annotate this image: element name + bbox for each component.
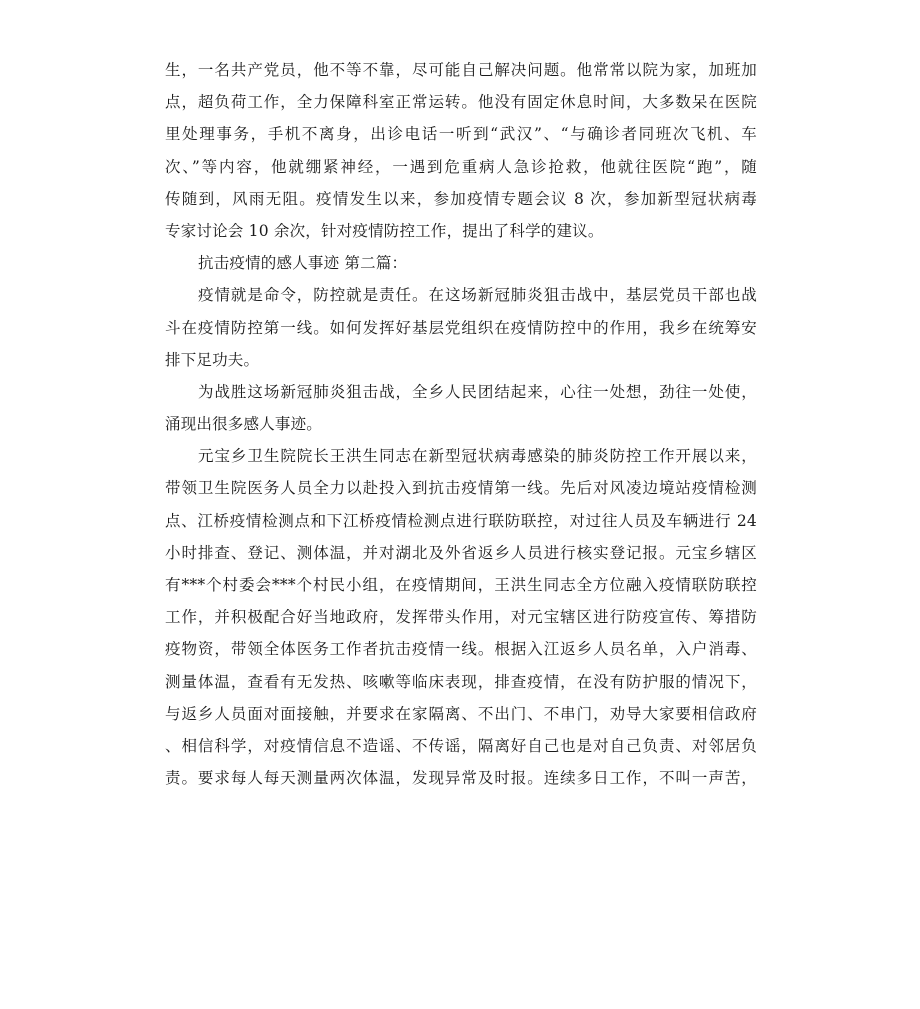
text-line: 专家讨论会 10 余次，针对疫情防控工作，提出了科学的建议。 <box>165 221 604 240</box>
text-line: 测量体温，查看有无发热、咳嗽等临床表现，排查疫情，在没有防护服的情况下， <box>165 672 757 691</box>
text-line: 带领卫生院医务人员全力以赴投入到抗击疫情第一线。先后对风凌边境站疫情检测 <box>165 479 757 498</box>
text-line: 传随到，风雨无阻。疫情发生以来，参加疫情专题会议 8 次，参加新型冠状病毒 <box>165 189 757 208</box>
text-line: 有***个村委会***个村民小组，在疫情期间，王洪生同志全方位融入疫情联防联控 <box>165 576 757 594</box>
text-line: 疫情就是命令，防控就是责任。在这场新冠肺炎狙击战中，基层党员干部也战 <box>198 286 757 305</box>
text-line: 次、”等内容，他就绷紧神经，一遇到危重病人急诊抢救，他就往医院“跑”，随 <box>165 157 757 176</box>
text-line: 元宝乡卫生院院长王洪生同志在新型冠状病毒感染的肺炎防控工作开展以来， <box>198 447 757 466</box>
text-line: 点、江桥疫情检测点和下江桥疫情检测点进行联防联控，对过往人员及车辆进行 24 <box>165 511 757 530</box>
text-line: 责。要求每人每天测量两次体温，发现异常及时报。连续多日工作，不叫一声苦， <box>165 769 757 788</box>
document-body <box>165 54 757 794</box>
text-line: 排下足功夫。 <box>165 350 260 369</box>
text-line: 涌现出很多感人事迹。 <box>165 415 323 434</box>
text-line: 里处理事务，手机不离身，出诊电话一听到“武汉”、“与确诊者同班次飞机、车 <box>165 125 757 144</box>
text-line: 生，一名共产党员，他不等不靠，尽可能自己解决问题。他常常以院为家，加班加 <box>165 61 757 79</box>
text-line: 斗在疫情防控第一线。如何发挥好基层党组织在疫情防控中的作用，我乡在统筹安 <box>165 318 757 337</box>
text-line: 为战胜这场新冠肺炎狙击战，全乡人民团结起来，心往一处想，劲往一处使， <box>198 382 757 401</box>
section-heading: 抗击疫情的感人事迹 第二篇： <box>198 254 408 273</box>
text-line: 小时排查、登记、测体温，并对湖北及外省返乡人员进行核实登记报。元宝乡辖区 <box>165 543 757 562</box>
text-line: 与返乡人员面对面接触，并要求在家隔离、不出门、不串门，劝导大家要相信政府 <box>165 704 757 723</box>
text-line: 点，超负荷工作，全力保障科室正常运转。他没有固定休息时间，大多数呆在医院 <box>165 93 757 112</box>
text-line: 、相信科学，对疫情信息不造谣、不传谣，隔离好自己也是对自己负责、对邻居负 <box>165 736 757 755</box>
text-line: 疫物资，带领全体医务工作者抗击疫情一线。根据入江返乡人员名单，入户消毒、 <box>165 640 757 659</box>
text-line: 工作，并积极配合好当地政府，发挥带头作用，对元宝辖区进行防疫宣传、筹措防 <box>165 608 757 627</box>
